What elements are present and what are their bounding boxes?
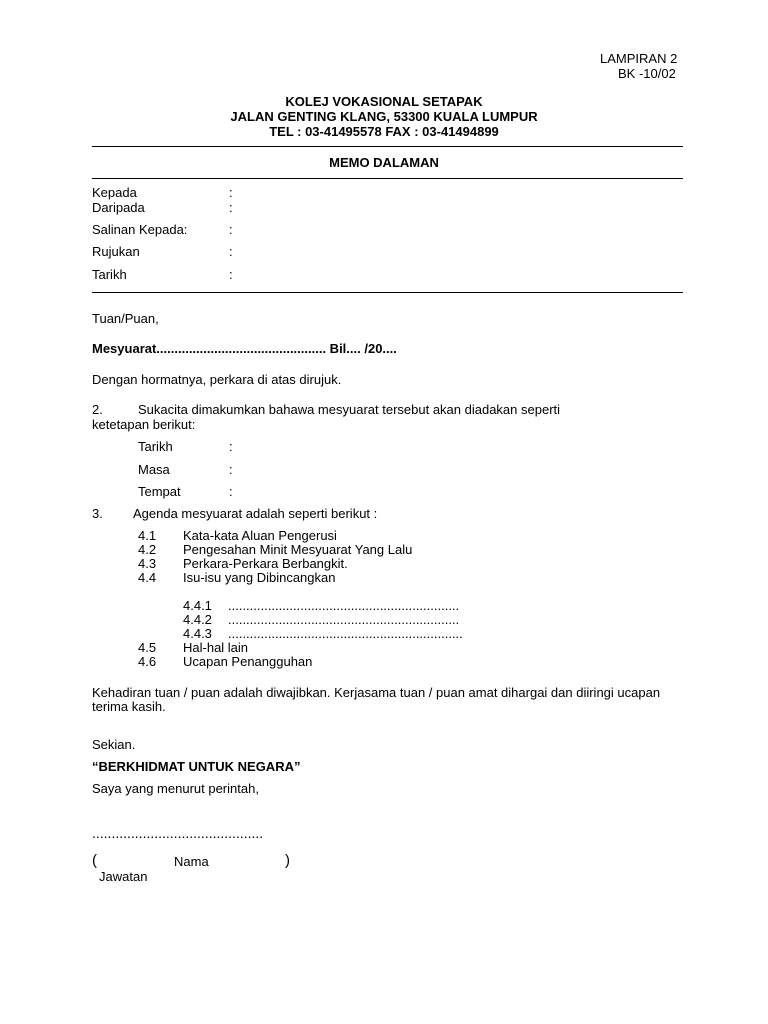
detail-sep-masa: : [229, 462, 233, 477]
subject-line: Mesyuarat............................................... Bil.... /20.... [92, 341, 397, 356]
agenda-num: 4.3 [138, 556, 157, 571]
agenda-num: 4.2 [138, 542, 157, 557]
sub-agenda-dots: ................................................................ [228, 612, 460, 627]
fields-divider [92, 292, 683, 293]
sub-agenda-num: 4.4.1 [183, 598, 212, 613]
closing-line2: terima kasih. [92, 699, 166, 714]
detail-sep-tempat: : [229, 484, 233, 499]
para2-line1: Sukacita dimakumkan bahawa mesyuarat tersebut akan diadakan seperti [138, 402, 561, 417]
name-label: Nama [174, 854, 209, 869]
agenda-text: Kata-kata Aluan Pengerusi [183, 528, 337, 543]
detail-label-tarikh: Tarikh [138, 439, 173, 454]
detail-label-tempat: Tempat [138, 484, 181, 499]
field-label-daripada: Daripada [92, 200, 145, 215]
para2-number: 2. [92, 402, 103, 417]
field-sep-tarikh: : [229, 267, 233, 282]
agenda-text: Perkara-Perkara Berbangkit. [183, 556, 348, 571]
field-label-salinan: Salinan Kepada: [92, 222, 188, 237]
agenda-num: 4.6 [138, 654, 157, 669]
institution-contact: TEL : 03-41495578 FAX : 03-41494899 [269, 124, 499, 139]
institution-address: JALAN GENTING KLANG, 53300 KUALA LUMPUR [230, 109, 538, 124]
field-sep-kepada: : [229, 185, 233, 200]
agenda-num: 4.5 [138, 640, 157, 655]
name-close-paren: ) [285, 852, 290, 869]
field-label-kepada: Kepada [92, 185, 137, 200]
obedient-line: Saya yang menurut perintah, [92, 781, 259, 796]
closing-line1: Kehadiran tuan / puan adalah diwajibkan. Kerjasama tuan / puan amat dihargai dan diiringi ucapan [92, 685, 661, 700]
para3-text: Agenda mesyuarat adalah seperti berikut : [133, 506, 378, 521]
field-sep-rujukan: : [229, 244, 233, 259]
institution-name: KOLEJ VOKASIONAL SETAPAK [285, 94, 483, 109]
sub-agenda-dots: ................................................................. [228, 626, 463, 641]
field-label-rujukan: Rujukan [92, 244, 140, 259]
memo-title: MEMO DALAMAN [329, 155, 439, 170]
field-label-tarikh: Tarikh [92, 267, 127, 282]
sub-agenda-num: 4.4.3 [183, 626, 212, 641]
salutation: Tuan/Puan, [92, 311, 159, 326]
agenda-text: Pengesahan Minit Mesyuarat Yang Lalu [183, 542, 413, 557]
header-divider-bottom [92, 178, 683, 179]
field-sep-daripada: : [229, 200, 233, 215]
field-sep-salinan: : [229, 222, 233, 237]
agenda-num: 4.1 [138, 528, 157, 543]
agenda-text: Ucapan Penangguhan [183, 654, 313, 669]
position-label: Jawatan [99, 869, 148, 884]
agenda-text: Hal-hal lain [183, 640, 249, 655]
sub-agenda-num: 4.4.2 [183, 612, 212, 627]
para3-number: 3. [92, 506, 103, 521]
opening-paragraph: Dengan hormatnya, perkara di atas dirujuk. [92, 372, 342, 387]
sign-off: Sekian. [92, 737, 136, 752]
detail-sep-tarikh: : [229, 439, 233, 454]
header-divider-top [92, 146, 683, 147]
appendix-label: LAMPIRAN 2 [600, 51, 678, 66]
reference-code: BK -10/02 [618, 66, 676, 81]
name-open-paren: ( [92, 852, 97, 869]
detail-label-masa: Masa [138, 462, 170, 477]
agenda-text: Isu-isu yang Dibincangkan [183, 570, 336, 585]
motto: “BERKHIDMAT UNTUK NEGARA” [92, 759, 301, 774]
para2-line2: ketetapan berikut: [92, 417, 196, 432]
agenda-num: 4.4 [138, 570, 157, 585]
signature-line: ............................................ [92, 825, 264, 841]
sub-agenda-dots: ................................................................ [228, 598, 460, 613]
